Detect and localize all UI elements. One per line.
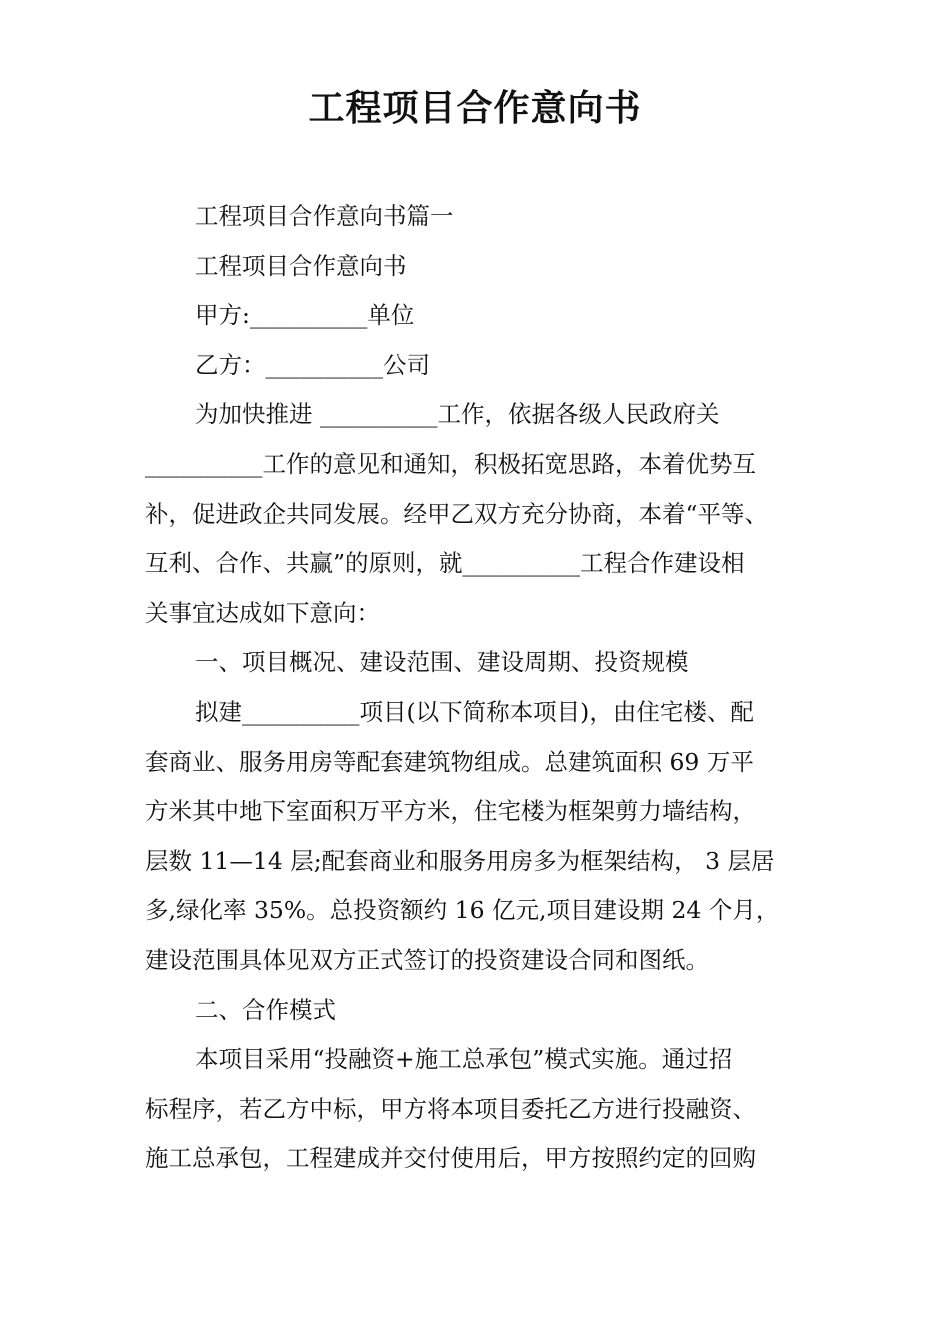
party-b: 乙方：__________公司 bbox=[195, 350, 430, 379]
document-body bbox=[145, 192, 809, 1184]
paragraph-line: 互利、合作、共赢”的原则，就__________工程合作建设相 bbox=[145, 549, 745, 578]
paragraph-line: 为加快推进 __________工作，依据各级人民政府关 bbox=[195, 400, 720, 429]
paragraph-line: 套商业、服务用房等配套建筑物组成。总建筑面积 69 万平 bbox=[145, 747, 754, 776]
paragraph-line: 关事宜达成如下意向： bbox=[145, 598, 380, 627]
section-heading-2: 二、合作模式 bbox=[195, 995, 336, 1024]
paragraph-line: 拟建__________项目(以下简称本项目)，由住宅楼、配 bbox=[195, 697, 754, 726]
section-heading-1: 一、项目概况、建设范围、建设周期、投资规模 bbox=[195, 648, 689, 677]
paragraph-line: 层数 11—14 层;配套商业和服务用房多为框架结构， 3 层居 bbox=[145, 846, 775, 875]
section-heading: 工程项目合作意向书篇一 bbox=[195, 202, 454, 230]
paragraph-line: 建设范围具体见双方正式签订的投资建设合同和图纸。 bbox=[145, 945, 709, 974]
party-a: 甲方:__________单位 bbox=[195, 301, 415, 330]
paragraph-line: 本项目采用“投融资+施工总承包”模式实施。通过招 bbox=[195, 1045, 733, 1074]
paragraph-line: 方米其中地下室面积万平方米，住宅楼为框架剪力墙结构， bbox=[145, 797, 756, 826]
paragraph-line: __________工作的意见和通知，积极拓宽思路，本着优势互 bbox=[145, 449, 756, 478]
document-title: 工程项目合作意向书 bbox=[308, 87, 642, 129]
paragraph-line: 多,绿化率 35%。总投资额约 16 亿元,项目建设期 24 个月， bbox=[145, 896, 780, 925]
subtitle: 工程项目合作意向书 bbox=[195, 251, 407, 280]
paragraph-line: 补，促进政企共同发展。经甲乙双方充分协商，本着“平等、 bbox=[145, 499, 769, 528]
paragraph-line: 标程序，若乙方中标，甲方将本项目委托乙方进行投融资、 bbox=[145, 1094, 756, 1123]
paragraph-line: 施工总承包，工程建成并交付使用后，甲方按照约定的回购 bbox=[145, 1144, 756, 1173]
